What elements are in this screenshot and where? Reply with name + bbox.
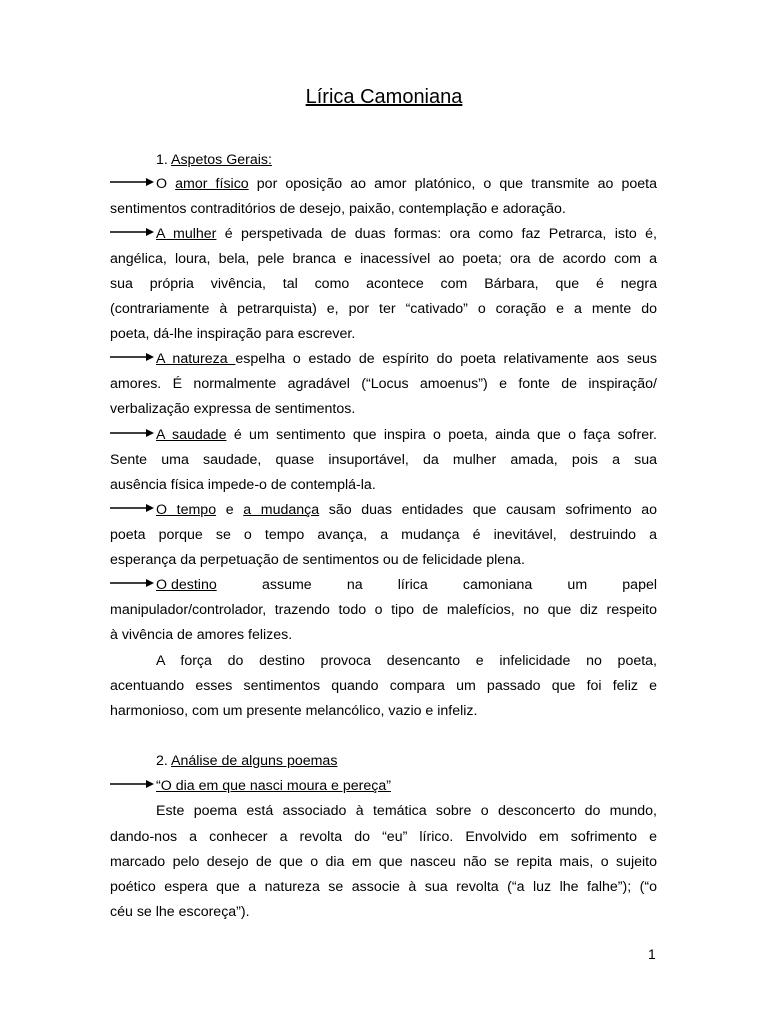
item-tempo-line-2: poeta porque se o tempo avança, a mudança é inevitável, destruindo a — [110, 527, 657, 543]
term-amor-fisico: amor físico — [175, 176, 249, 192]
item-amor-fisico-line-1: O amor físico por oposição ao amor platónico, o que transmite ao poeta — [156, 176, 657, 192]
term-saudade: A saudade — [156, 427, 227, 443]
section-1-title: Aspetos Gerais: — [171, 152, 272, 168]
item-tempo-line-3: esperança da perpetuação de sentimentos ou de felicidade plena. — [110, 552, 525, 568]
item-tempo-line-1: O tempo e a mudança são duas entidades que causam sofrimento ao — [156, 502, 658, 518]
item-mulher-line-5: poeta, dá-lhe inspiração para escrever. — [110, 326, 356, 342]
item-saudade-line-3: ausência física impede-o de contemplá-la. — [110, 477, 376, 493]
item-mulher-line-1: A mulher é perspetivada de duas formas: ora como faz Petrarca, isto é, — [156, 226, 657, 242]
item-natureza-line-1: A natureza espelha o estado de espírito do poeta relativamente aos seus — [156, 351, 657, 367]
paragraph-destino-line-2: acentuando esses sentimentos quando compara um passado que foi feliz e — [110, 678, 657, 694]
item-mulher-line-2: angélica, loura, bela, pele branca e inacessível ao poeta; ora de acordo com a — [110, 251, 657, 267]
arrow-icon — [110, 352, 154, 362]
paragraph-destino-line-3: harmonioso, com um presente melancólico, vazio e infeliz. — [110, 703, 478, 719]
item-destino-line-2: manipulador/controlador, trazendo todo o tipo de malefícios, no que diz respeito — [110, 602, 657, 618]
arrow-icon — [110, 503, 154, 513]
term-tempo: O tempo — [156, 502, 217, 518]
arrow-icon — [110, 578, 154, 588]
arrow-icon — [110, 779, 154, 789]
poem-paragraph-line-5: céu se lhe escoreça”). — [110, 904, 250, 920]
item-amor-fisico-line-2: sentimentos contraditórios de desejo, paixão, contemplação e adoração. — [110, 201, 566, 217]
item-natureza-line-3: verbalização expressa de sentimentos. — [110, 401, 356, 417]
item-saudade-line-1: A saudade é um sentimento que inspira o poeta, ainda que o faça sofrer. — [156, 427, 657, 443]
poem-paragraph-line-4: poético espera que a natureza se associe à sua revolta (“a luz lhe falhe”); (“o — [110, 879, 657, 895]
item-mulher-line-3: sua própria vivência, tal como acontece com Bárbara, que é negra — [110, 276, 657, 292]
item-destino-line-1: O destino assume na lírica camoniana um papel — [156, 577, 657, 593]
item-destino-line-3: à vivência de amores felizes. — [110, 627, 293, 643]
arrow-icon — [110, 177, 154, 187]
term-mulher: A mulher — [156, 226, 217, 242]
arrow-icon — [110, 227, 154, 237]
section-2-number: 2. — [156, 753, 171, 769]
item-mulher-line-4: (contrariamente à petrarquista) e, por ter “cativado” o coração e a mente do — [110, 301, 657, 317]
page-title: Lírica Camoniana — [305, 86, 463, 108]
poem-paragraph-line-2: dando-nos a conhecer a revolta do “eu” lírico. Envolvido em sofrimento e — [110, 829, 657, 845]
section-2-title: Análise de alguns poemas — [171, 753, 338, 769]
term-mudanca: a mudança — [243, 502, 320, 518]
term-natureza: A natureza — [156, 351, 236, 367]
poem-paragraph-line-1: Este poema está associado à temática sobre o desconcerto do mundo, — [156, 803, 657, 819]
poem-paragraph-line-3: marcado pelo desejo de que o dia em que nasceu não se repita mais, o sujeito — [110, 854, 657, 870]
section-2-heading — [156, 752, 337, 770]
item-natureza-line-2: amores. É normalmente agradável (“Locus amoenus”) e fonte de inspiração/ — [110, 376, 657, 392]
item-saudade-line-2: Sente uma saudade, quase insuportável, da mulher amada, pois a sua — [110, 452, 657, 468]
paragraph-destino-line-1: A força do destino provoca desencanto e infelicidade no poeta, — [156, 653, 657, 669]
term-destino: O destino — [156, 577, 217, 593]
section-1-heading — [156, 151, 272, 169]
poem-title: “O dia em que nasci moura e pereça” — [156, 778, 391, 794]
page-number: 1 — [648, 946, 656, 962]
arrow-icon — [110, 428, 154, 438]
section-1-number: 1. — [156, 152, 171, 168]
